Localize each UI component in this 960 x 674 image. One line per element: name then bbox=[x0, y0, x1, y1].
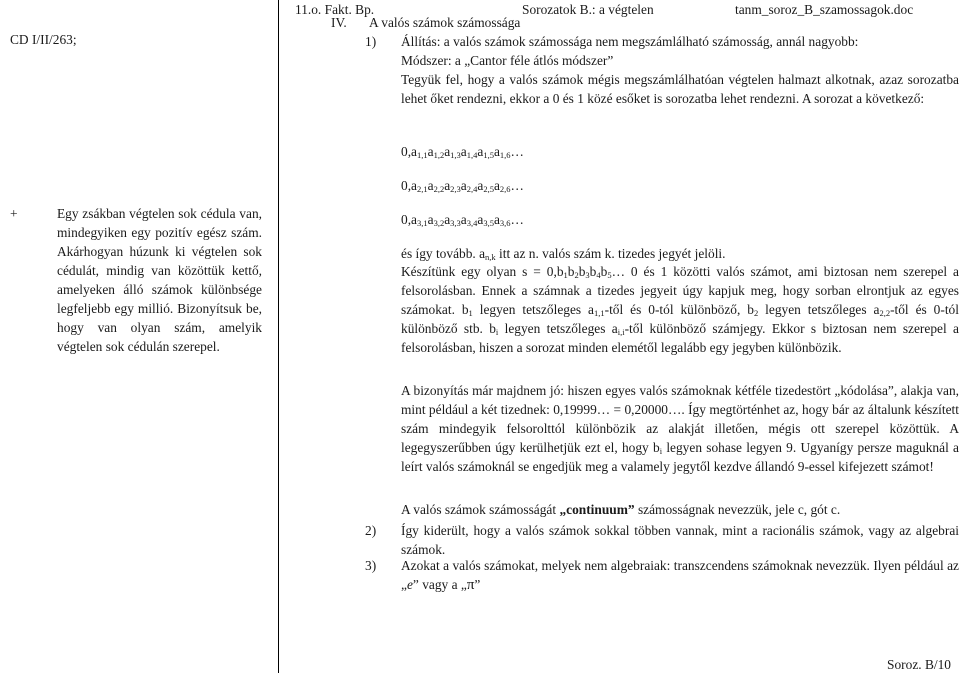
header-center: Sorozatok B.: a végtelen bbox=[522, 2, 654, 17]
continuum-definition: A valós számok számosságát „continuum” számosságnak nevezzük, jele c, gót c. bbox=[401, 502, 841, 517]
item-2-text: Így kiderült, hogy a valós számok sokkal többen vannak, mint a racionális számok, vagy az algebrai számok. bbox=[401, 523, 959, 557]
sequence-row-1: $0,a_{1,1}a_{1,2}a_{1,3}a_{1,4}a_{1,5}a_{1,6}\dots$ bbox=[401, 144, 524, 160]
reference-code: CD I/II/263; bbox=[10, 32, 77, 47]
section-title: A valós számok számossága bbox=[369, 15, 521, 30]
item-3-number: 3) bbox=[365, 558, 377, 573]
page-footer: Soroz. B/10 bbox=[887, 657, 951, 672]
construction-paragraph: Készítünk egy olyan $s = 0,b_1b_2b_3b_4b_5\dots$ 0 és 1 közötti valós számot, ami biztosan nem szerepel a felsorolásban. Ennek a számnak a tizedes jegyeit úgy kapjuk meg, hogy sorban elrontjuk az egyes számokat. $b_1$ legyen tetszőleges $a_{1,1}$-től és 0-tól különböző, $b_2$ legyen tetszőleges $a_{2,2}$-től és 0-tól különböző stb. $b_i$ legyen tetszőleges $a_{i,i}$-től különböző számjegy. Ekkor s biztosan nem szerepel a felsorolásban, hiszen a sorozat minden elemétől legalább egy jegyben különbözik. bbox=[401, 264, 959, 355]
header-left: 11.o. Fakt. Bp. bbox=[295, 2, 375, 17]
sequence-row-3: $0,a_{3,1}a_{3,2}a_{3,3}a_{3,4}a_{3,5}a_{3,6}\dots$ bbox=[401, 212, 524, 228]
claim: Állítás: a valós számok számossága nem megszámlálható számosság, annál nagyobb: bbox=[401, 34, 859, 49]
header-right: tanm_soroz_B_szamossagok.doc bbox=[735, 2, 914, 17]
item-2-number: 2) bbox=[365, 523, 377, 538]
item-3-text: Azokat a valós számokat, melyek nem algebraiak: transzcendens számoknak nevezzük. Ilyen például az „e” vagy a „π” bbox=[401, 558, 959, 593]
correction-paragraph: A bizonyítás már majdnem jó: hiszen egyes valós számoknak kétféle tizedestört „kódolása”, alakja van, mint például a két tizednek: 0,19999… = 0,20000…. Így megtörténhet az, hogy bár az általunk készített szám mindegyik felsorolttól különbözik az alakját illetően, mégis ott szerepel közöttük. A legegyszerűbben úgy kerülhetjük ezt el, hogy $b_i$ legyen sohase legyen 9. Ugyanígy persze maguknál a leírt valós számoknál se engedjük meg a valamely jegytől kezdve állandó 9-essel kifejezett számot! bbox=[401, 383, 959, 474]
method: Módszer: a „Cantor féle átlós módszer” bbox=[401, 53, 614, 68]
item-1-number: 1) bbox=[365, 34, 377, 49]
margin-note: Egy zsákban végtelen sok cédula van, mindegyiken egy pozitív egész szám. Akárhogyan húzunk ki végtelen sok cédulát, mindig van közöttük kettő, amelyeken álló számok különbsége legfeljebb egy millió. Bizonyítsuk be, hogy van olyan szám, amelyik végtelen sok cédulán szerepel. bbox=[57, 206, 262, 354]
notation-line: és így tovább. $a_{n,k}$ itt az n. valós szám k. tizedes jegyét jelöli. bbox=[401, 246, 726, 262]
section-number: IV. bbox=[331, 15, 347, 30]
note-bullet: + bbox=[10, 206, 18, 221]
sequence-row-2: $0,a_{2,1}a_{2,2}a_{2,3}a_{2,4}a_{2,5}a_{2,6}\dots$ bbox=[401, 178, 524, 194]
assumption-paragraph: Tegyük fel, hogy a valós számok mégis megszámlálhatóan végtelen halmazt alkotnak, azaz sorozatba lehet őket rendezni, ekkor a 0 és 1 közé esőket is sorozatba lehet rendezni. A sorozat a következő: bbox=[401, 72, 959, 106]
